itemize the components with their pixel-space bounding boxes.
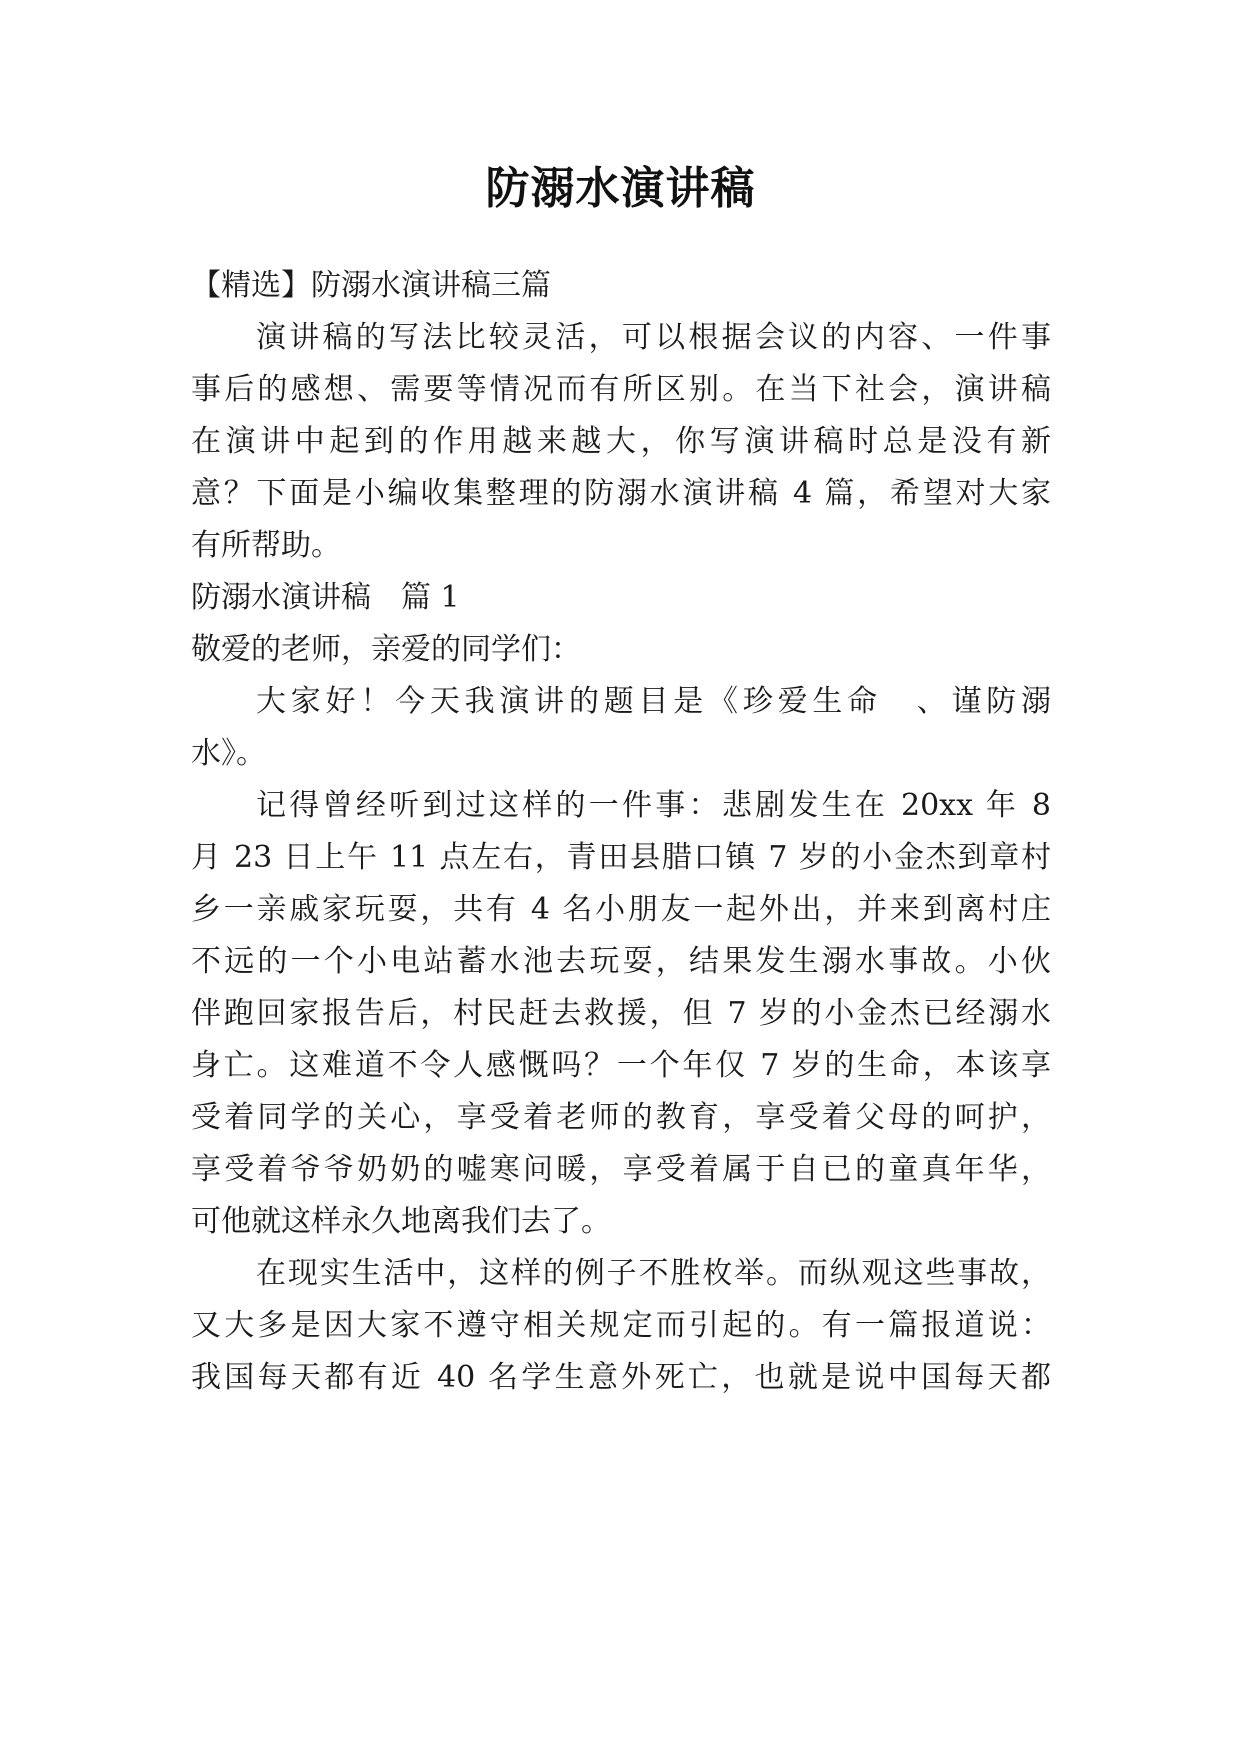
paragraph-line: 可他就这样永久地离我们去了。 <box>191 1204 611 1239</box>
intro-line: 演讲稿的写法比较灵活，可以根据会议的内容、一件事 <box>256 320 1051 355</box>
paragraph-line: 受着同学的关心，享受着老师的教育，享受着父母的呵护， <box>191 1100 1051 1135</box>
paragraph-line: 乡一亲戚家玩耍，共有 4 名小朋友一起外出，并来到离村庄 <box>191 892 1051 927</box>
greeting: 敬爱的老师，亲爱的同学们： <box>191 632 581 667</box>
intro-line: 意？下面是小编收集整理的防溺水演讲稿 4 篇，希望对大家 <box>191 476 1051 511</box>
intro-line: 有所帮助。 <box>191 528 341 563</box>
intro-line: 事后的感想、需要等情况而有所区别。在当下社会，演讲稿 <box>191 372 1051 407</box>
paragraph-line: 大家好！今天我演讲的题目是《珍爱生命 、谨防溺 <box>256 684 1051 719</box>
paragraph-line: 伴跑回家报告后，村民赶去救援，但 7 岁的小金杰已经溺水 <box>191 996 1051 1031</box>
paragraph-line: 又大多是因大家不遵守相关规定而引起的。有一篇报道说： <box>191 1308 1051 1343</box>
section-heading: 防溺水演讲稿 篇 1 <box>191 580 460 615</box>
document-subtitle: 【精选】防溺水演讲稿三篇 <box>191 268 551 303</box>
paragraph-line: 不远的一个小电站蓄水池去玩耍，结果发生溺水事故。小伙 <box>191 944 1051 979</box>
paragraph-line: 身亡。这难道不令人感慨吗？一个年仅 7 岁的生命，本该享 <box>191 1048 1051 1083</box>
paragraph-line: 水》。 <box>191 736 266 771</box>
paragraph-line: 我国每天都有近 40 名学生意外死亡，也就是说中国每天都 <box>191 1360 1051 1395</box>
paragraph-line: 月 23 日上午 11 点左右，青田县腊口镇 7 岁的小金杰到章村 <box>191 840 1051 875</box>
document-title: 防溺水演讲稿 <box>485 163 756 214</box>
paragraph-line: 享受着爷爷奶奶的嘘寒问暖，享受着属于自已的童真年华， <box>191 1152 1051 1187</box>
paragraph-line: 记得曾经听到过这样的一件事：悲剧发生在 20xx 年 8 <box>256 788 1051 823</box>
paragraph-line: 在现实生活中，这样的例子不胜枚举。而纵观这些事故， <box>256 1256 1051 1291</box>
intro-line: 在演讲中起到的作用越来越大，你写演讲稿时总是没有新 <box>191 424 1051 459</box>
